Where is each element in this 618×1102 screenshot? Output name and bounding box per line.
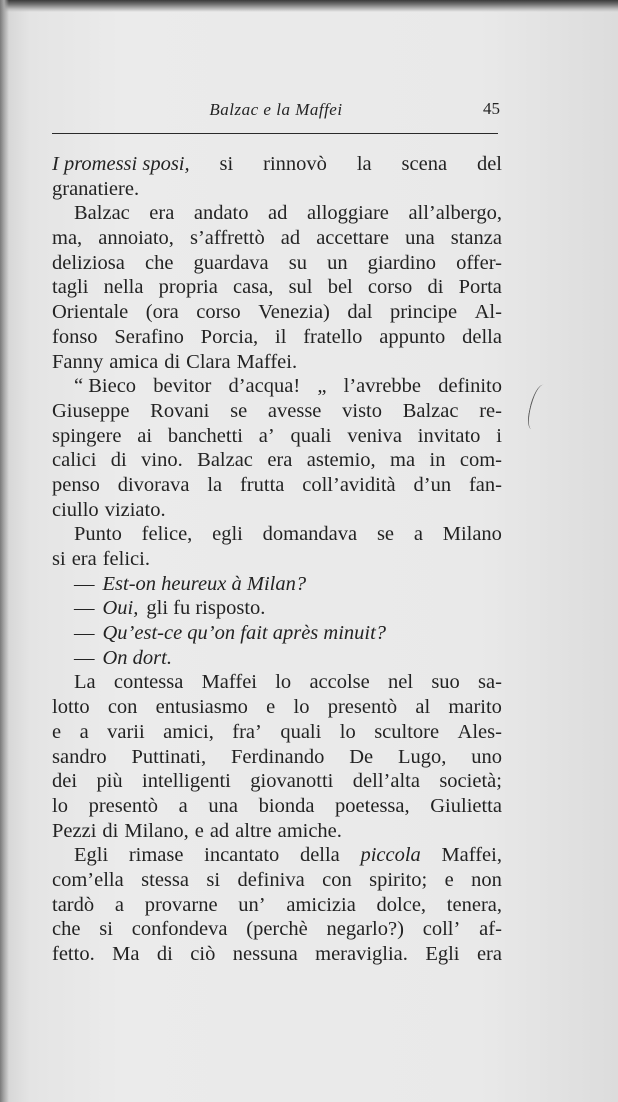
word: di [110,449,127,472]
word: fratello [303,325,363,348]
word: incantato [204,844,280,867]
word: fonso [52,325,98,348]
word: che [144,251,174,274]
word: altre [235,819,272,842]
word: offer- [456,251,502,274]
word: viziato. [104,498,166,521]
word: fra’ [232,720,262,743]
word: poetessa, [335,794,410,817]
word: re- [479,399,502,422]
word: entusiasmo [155,696,248,719]
dash: — [74,622,95,645]
word: sandro [52,745,107,768]
word: corso [196,301,241,324]
word: contessa [113,671,184,694]
word: Pezzi [52,819,97,842]
dialogue-text: Qu’est-ce qu’on fait après minuit? [102,622,387,645]
word: andato [193,202,249,225]
word: (perchè [246,918,308,941]
dialogue-line [52,646,502,671]
word: della [462,325,502,348]
word: spirito; [369,868,428,891]
word: si [52,548,66,570]
word: com’ella [52,868,124,891]
page-header [52,96,500,124]
word: granatiere. [52,177,140,200]
word: Maffei [201,671,257,694]
word: felice, [141,523,193,546]
text-line [52,695,502,720]
word: divorava [117,473,190,496]
word: era [476,943,502,965]
word: con [107,696,138,719]
word: spingere [52,424,122,447]
word: una [208,794,238,817]
word: era [71,548,97,570]
word: propria [158,276,218,299]
word: avesse [267,399,322,422]
word: penso [52,473,100,496]
word: si [206,868,221,891]
word: Maffei, [441,844,502,867]
word: fetto. [52,943,95,965]
word: i [496,424,502,447]
word: principe [389,301,458,324]
word: ciò [190,943,216,965]
text-line [52,522,502,547]
word: Maffei. [236,350,298,373]
word: amicizia [286,893,356,916]
word: coll’ [422,918,461,941]
word: dell’alta [352,770,420,793]
word: negarlo?) [326,918,404,941]
page-top-shadow [0,0,618,12]
word: dolce, [376,893,427,916]
text-line [52,201,502,226]
word: nel [388,671,414,694]
dialogue-text: On dort. [102,646,172,669]
word: Rovani [150,399,210,422]
word: un [327,251,348,274]
word: presentò [88,794,159,817]
word: giovanotti [250,770,334,793]
word: lo [293,696,310,719]
word: amici, [163,720,214,743]
running-title: Balzac e la Maffei [209,100,343,119]
word: dal [347,301,373,324]
text-line [52,374,502,399]
text-line [52,226,502,251]
text-line [52,745,502,770]
word: la [356,153,372,175]
body-text [52,152,502,967]
word: astemio, [306,449,376,472]
word: giardino [367,251,436,274]
word: nessuna [232,943,298,965]
word: accettare [316,227,390,250]
text-line [52,399,502,424]
dash: — [74,572,95,595]
word: Puttinati, [131,745,207,768]
word: uno [471,745,502,768]
word: si [99,918,113,941]
text-line [52,300,502,325]
word: tardò [52,893,95,916]
word: af- [479,918,502,941]
dialogue-line [52,621,502,646]
word: Orientale [52,301,129,324]
word: annoiato, [98,227,174,250]
word: marito [448,696,502,719]
text-line [52,917,502,942]
word: il [275,325,287,348]
word: bionda [258,794,315,817]
word: a [79,720,89,743]
word: ciullo [52,498,99,521]
text-line [52,325,502,350]
word: era [267,449,293,472]
text-line [52,547,502,572]
dialogue-line [52,572,502,597]
text-line [52,448,502,473]
word: quali [290,424,332,447]
word: fan- [468,473,502,496]
dialogue-text: Oui, [102,597,139,620]
word: una [405,227,435,250]
word: intelligenti [142,770,231,793]
word: casa, [233,276,274,299]
word: Fanny [52,350,104,373]
word: era [149,202,175,225]
word: sul [288,276,313,299]
word: ad [209,819,230,842]
text-line [52,152,502,177]
word: lotto [52,696,90,719]
word: sa- [478,671,502,694]
word: su [288,251,307,274]
text-line [52,794,502,819]
word: tenera, [446,893,502,916]
word: guardava [193,251,269,274]
text-line [52,720,502,745]
word: e [266,696,276,719]
word: Ales- [457,720,502,743]
dash: — [74,646,95,669]
word: e [444,868,454,891]
word: Egli [425,943,460,965]
word: quali [280,720,322,743]
word: Ma [112,943,140,965]
word: ad [280,227,301,250]
word: lo [52,794,68,817]
word: lo [275,671,292,694]
word: Milano [442,523,502,546]
text-line [52,868,502,893]
word: Al- [474,301,502,324]
text-line [52,498,502,523]
word: tagli [52,276,89,299]
word: ad [268,202,288,225]
word: a [413,523,423,546]
word: vino. [141,449,183,472]
word: al [415,696,431,719]
word: Porcia, [200,325,259,348]
word: appunto [379,325,446,348]
word: piccola [360,844,421,867]
text-line [52,893,502,918]
dialogue-text: gli fu risposto. [146,597,266,620]
word: confondeva [131,918,228,941]
word: corso [367,276,413,299]
word: banchetti [167,424,243,447]
word: Porta [458,276,502,299]
word: coll’avidità [302,473,396,496]
word: lo [339,720,356,743]
word: domandava [262,523,358,546]
word: di [156,943,173,965]
word: di [102,819,119,842]
word: ma, [52,227,83,250]
word: veniva [347,424,402,447]
dialogue-text: Est-on heureux à Milan? [102,572,307,595]
word: bevitor [153,375,212,398]
word: l’avrebbe [343,375,422,398]
word: più [96,770,123,793]
word: si [219,153,234,175]
word: Venezia) [258,301,330,324]
text-line [52,350,502,375]
word: della [299,844,340,867]
word: non [471,868,502,891]
text-line [52,473,502,498]
word: rinnovò [263,153,327,175]
word: dei [52,770,78,793]
word: stanza [450,227,502,250]
word: De [349,745,374,768]
word: stessa [141,868,189,891]
word: felici. [102,548,150,570]
word: definito [438,375,502,398]
word: calici [52,449,97,472]
text-line [52,275,502,300]
dash: — [74,597,95,620]
word: e [52,720,62,743]
text-line [52,251,502,276]
word: Serafino [114,325,184,348]
word: com- [459,449,502,472]
word: La [74,671,96,694]
word: deliziosa [52,251,125,274]
word: Lugo, [397,745,447,768]
word: egli [212,523,243,546]
word: (ora [145,301,179,324]
text-line [52,769,502,794]
word: I promessi sposi, [52,153,190,175]
word: Ferdinando [230,745,325,768]
word: presentò [327,696,398,719]
dialogue-line [52,596,502,621]
text-line [52,942,502,967]
word: d’un [413,473,452,496]
word: un’ [238,893,266,916]
word: Balzac [74,202,130,225]
word: che [52,918,81,941]
page-number: 45 [483,99,500,118]
word: a [178,794,188,817]
word: ai [137,424,153,447]
word: s’affrettò [189,227,265,250]
binding-edge [0,0,9,1102]
word: all’albergo, [408,202,502,225]
word: nella [103,276,144,299]
text-line [52,670,502,695]
word: scena [401,153,448,175]
word: e [194,819,204,842]
word: Giulietta [430,794,502,817]
word: Giuseppe [52,399,130,422]
word: amiche. [277,819,342,842]
word: visto [342,399,382,422]
word: provarne [144,893,218,916]
word: varii [107,720,145,743]
word: invitato [417,424,481,447]
word: Clara [186,350,231,373]
word: scultore [374,720,440,743]
text-line [52,424,502,449]
word: definiva [237,868,305,891]
word: di [164,350,181,373]
word: suo [431,671,460,694]
word: ma [390,449,416,472]
word: di [427,276,444,299]
word: d’acqua! [228,375,301,398]
word: a [114,893,124,916]
word: alloggiare [306,202,389,225]
word: Milano, [124,819,189,842]
word: meraviglia. [315,943,408,965]
word: con [322,868,352,891]
word: in [429,449,446,472]
text-line [52,843,502,868]
word: accolse [309,671,370,694]
header-rule [52,133,498,134]
word: frutta [239,473,285,496]
word: „ [317,375,327,398]
word: a’ [258,424,275,447]
text-line [52,819,502,844]
word: “ Bieco [74,375,137,398]
word: del [476,153,502,175]
text-line [52,177,502,202]
word: società; [439,770,502,793]
word: rimase [128,844,184,867]
word: Punto [74,523,122,546]
word: bel [327,276,353,299]
word: se [376,523,395,546]
word: Egli [74,844,109,867]
word: Balzac [197,449,253,472]
word: se [230,399,248,422]
word: amica [109,350,159,373]
word: Balzac [402,399,459,422]
margin-pencil-mark [525,383,549,431]
word: la [207,473,223,496]
